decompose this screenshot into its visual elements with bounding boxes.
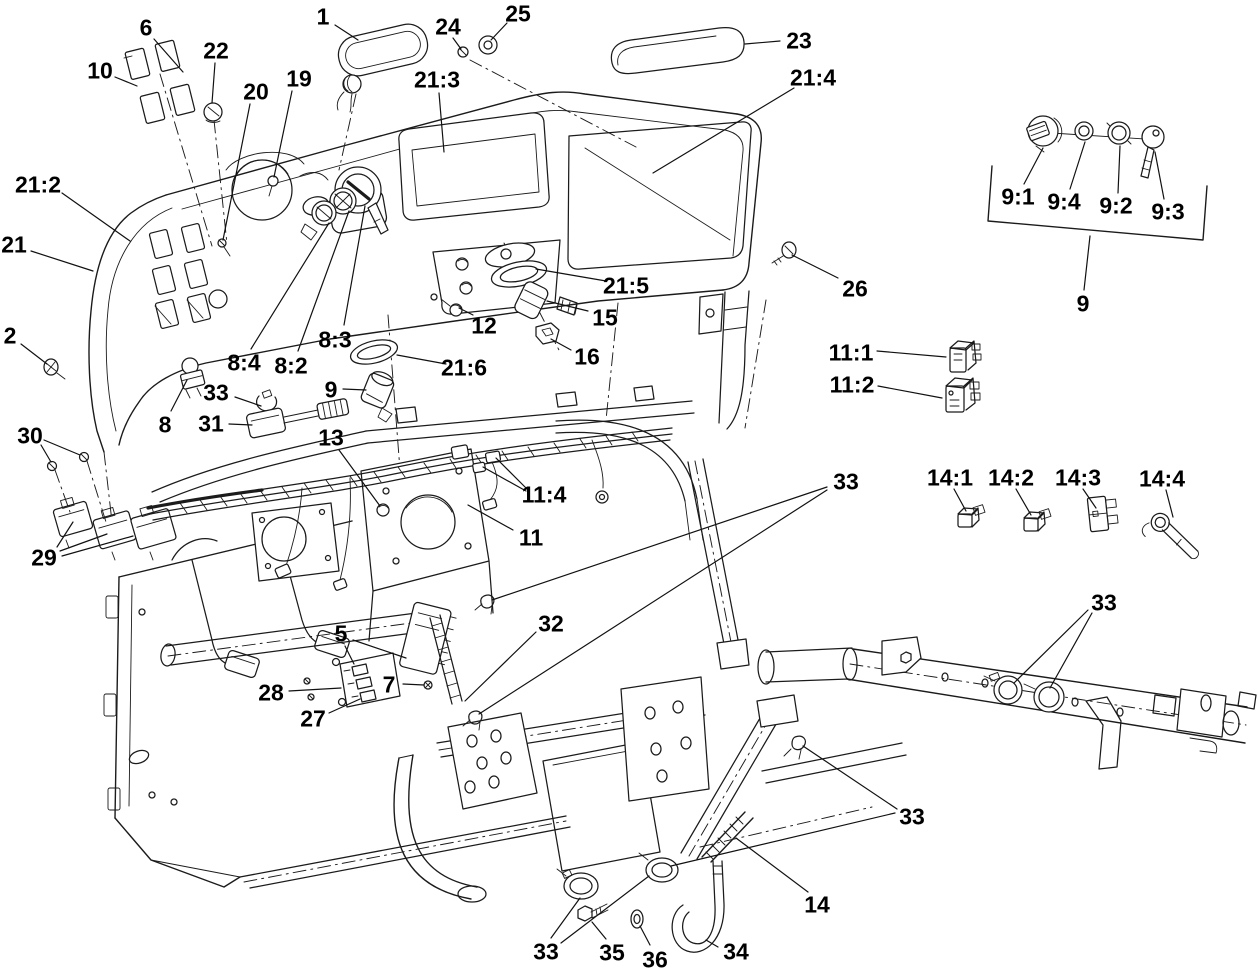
callout-label-33-51: 33 [533, 938, 559, 965]
callout-label-20-4: 20 [243, 78, 269, 105]
callout-label-25-7: 25 [505, 0, 531, 27]
leader-line-26-23-0 [792, 255, 838, 278]
callout-label-14-55: 14 [804, 891, 830, 918]
leader-line-14-2-46-0 [1016, 489, 1031, 515]
callout-label-21-4-9: 21:4 [789, 64, 837, 91]
callout-label-8-3-16: 8:3 [318, 326, 352, 353]
oring-21-6 [348, 336, 400, 369]
leader-line-1-0-0 [335, 25, 358, 40]
callout-label-32-33: 32 [538, 610, 564, 637]
leader-line-33-50-1 [671, 813, 895, 866]
leader-line-2-13-0 [21, 344, 47, 364]
callout-label-6-1: 6 [139, 14, 153, 41]
leader-line-33-49-0 [1014, 610, 1088, 683]
callout-label-14-3-47: 14:3 [1054, 464, 1102, 491]
callout-label-5-34: 5 [334, 620, 348, 647]
callout-label-11-2-44: 11:2 [829, 371, 875, 398]
callout-label-31-26: 31 [198, 410, 224, 437]
leader-line-9-38-0 [1084, 236, 1090, 290]
leader-line-9-18-0 [343, 389, 366, 390]
callout-label-8-4-14: 8:4 [227, 349, 261, 376]
leader-line-9-3-42-0 [1155, 152, 1164, 199]
callout-label-33-49: 33 [1091, 589, 1117, 616]
callout-label-2-13: 2 [3, 322, 17, 349]
leader-line-9-2-41-0 [1118, 146, 1120, 193]
leader-line-15-21-0 [547, 301, 588, 311]
leader-line-8-4-14-0 [251, 223, 329, 349]
leader-line-16-22-0 [551, 339, 571, 350]
leader-line-34-54-0 [706, 940, 718, 947]
leader-line-33-49-1 [1050, 613, 1092, 688]
leader-line-14-55-0 [736, 838, 808, 892]
callout-label-14-4-48: 14:4 [1138, 465, 1186, 492]
callout-label-7-37: 7 [382, 671, 396, 698]
callout-label-9-1-39: 9:1 [1001, 183, 1035, 210]
callout-label-23-8: 23 [786, 27, 812, 54]
callout-label-36-53: 36 [642, 946, 668, 973]
callout-label-1-0: 1 [316, 3, 330, 30]
callout-label-33-50: 33 [899, 803, 925, 830]
callout-layer [1, 0, 1185, 972]
callout-label-27-36: 27 [300, 705, 326, 732]
callout-label-9-3-42: 9:3 [1151, 198, 1185, 225]
leader-line-23-8-0 [745, 41, 780, 44]
callout-label-15-21: 15 [592, 304, 618, 331]
circuit-breakers-11 [946, 341, 981, 412]
callout-label-21-12: 21 [1, 231, 27, 258]
callout-label-22-3: 22 [203, 37, 229, 64]
leader-line-21-12-0 [31, 251, 93, 271]
leader-line-24-6-0 [453, 38, 461, 49]
leader-line-28-35-0 [289, 688, 341, 691]
switch-9 [360, 368, 397, 422]
callout-label-21-6-17: 21:6 [440, 354, 488, 381]
callout-label-19-5: 19 [286, 65, 312, 92]
callout-label-28-35: 28 [258, 679, 284, 706]
callout-label-35-52: 35 [599, 939, 625, 966]
knob-22 [204, 103, 222, 122]
callout-label-21-5-20: 21:5 [602, 272, 650, 299]
leader-line-21-4-9-0 [653, 88, 794, 173]
switch-blanks [124, 40, 195, 124]
leader-line-7-37-0 [403, 684, 424, 685]
callout-label-8-2-15: 8:2 [274, 352, 308, 379]
callout-label-26-23: 26 [842, 275, 868, 302]
leader-line-9-4-40-0 [1070, 142, 1085, 189]
leader-line-19-5-0 [274, 91, 292, 177]
console-assembly [89, 60, 766, 522]
leader-line-21-6-17-0 [397, 355, 446, 364]
callout-label-34-54: 34 [723, 938, 749, 965]
frame-assembly [104, 386, 906, 902]
callout-label-10-2: 10 [87, 57, 113, 84]
screw-12 [450, 304, 462, 316]
callout-label-11-4-30: 11:4 [521, 481, 567, 508]
clamp-33 [257, 390, 277, 411]
callout-label-14-1-45: 14:1 [926, 464, 974, 491]
leader-line-20-4-0 [223, 104, 250, 240]
callout-label-12-19: 12 [471, 312, 497, 339]
leader-line-22-3-0 [212, 63, 215, 103]
callout-label-9-2-41: 9:2 [1099, 192, 1133, 219]
callout-label-33-32: 33 [833, 468, 859, 495]
leader-line-33-50-0 [803, 746, 897, 809]
screw-2 [44, 359, 65, 379]
callout-label-9-38: 9 [1076, 290, 1090, 317]
callout-label-9-18: 9 [324, 376, 338, 403]
callout-label-30-28: 30 [17, 422, 43, 449]
callout-label-24-6: 24 [435, 13, 461, 40]
screw-26 [772, 242, 796, 265]
leader-line-14-4-48-0 [1166, 490, 1173, 517]
callout-label-13-27: 13 [318, 424, 344, 451]
leader-line-21-5-20-0 [536, 269, 606, 281]
leader-line-27-36-0 [329, 699, 360, 713]
callout-label-29-29: 29 [31, 544, 57, 571]
callout-label-21-2-11: 21:2 [14, 171, 62, 198]
callout-label-8-24: 8 [158, 411, 172, 438]
callout-label-21-3-10: 21:3 [413, 66, 461, 93]
callout-label-9-4-40: 9:4 [1047, 188, 1081, 215]
leader-line-8-24-0 [171, 380, 187, 411]
callout-label-11-1-43: 11:1 [828, 339, 874, 366]
rear-frame-bar [758, 637, 1256, 769]
leader-line-32-33-0 [465, 632, 536, 701]
leader-line-30-28-1 [44, 440, 80, 455]
callout-label-16-22: 16 [574, 343, 600, 370]
leader-line-14-1-45-0 [954, 489, 966, 511]
callout-label-33-25: 33 [203, 379, 229, 406]
leader-line-11-1-43-0 [877, 351, 946, 357]
leader-line-9-1-39-0 [1024, 148, 1043, 184]
leader-line-11-4-30-1 [483, 467, 526, 491]
leader-line-11-2-44-0 [878, 386, 942, 398]
leader-line-35-52-0 [592, 922, 606, 939]
leader-line-21-2-11-0 [62, 193, 130, 241]
armrest-pad-23 [611, 28, 744, 74]
leader-line-36-53-0 [640, 926, 650, 945]
callout-label-11-31: 11 [518, 524, 544, 551]
leader-line-5-34-0 [345, 646, 354, 664]
callout-label-14-2-46: 14:2 [987, 464, 1035, 491]
